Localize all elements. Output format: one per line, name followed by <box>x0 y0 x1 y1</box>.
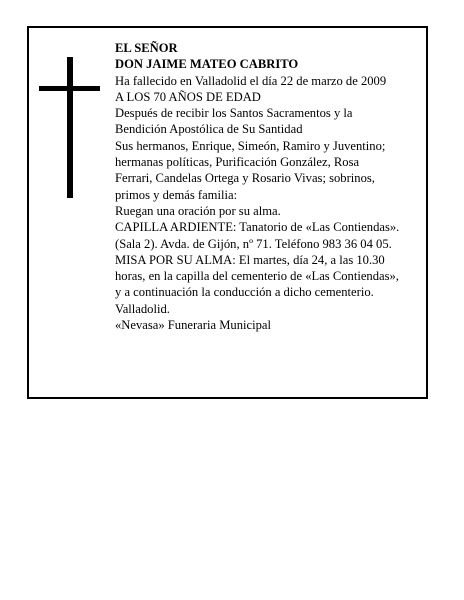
family-line-4: primos y demás familia: <box>115 187 238 202</box>
mass-line-2: horas, en la capilla del cementerio de «Las Contiendas», <box>115 269 399 284</box>
sacraments-line-1: Después de recibir los Santos Sacramentos y la <box>115 106 353 121</box>
family-line-3: Ferrari, Candelas Ortega y Rosario Vivas; sobrinos, <box>115 171 375 186</box>
city-line: Valladolid. <box>115 301 170 316</box>
mass-line-3: y a continuación la conducción a dicho cementerio. <box>115 285 374 300</box>
age-line: A LOS 70 AÑOS DE EDAD <box>115 89 261 104</box>
obituary-text <box>115 40 425 333</box>
mass-line-1: MISA POR SU ALMA: El martes, día 24, a las 10.30 <box>115 252 385 267</box>
cross-horizontal-bar <box>39 86 100 91</box>
family-line-2: hermanas políticas, Purificación González, Rosa <box>115 155 360 170</box>
obituary-notice <box>27 26 428 399</box>
sacraments-line-2: Bendición Apostólica de Su Santidad <box>115 122 303 137</box>
death-statement: Ha fallecido en Valladolid el día 22 de marzo de 2009 <box>115 73 387 88</box>
chapel-line-2: (Sala 2). Avda. de Gijón, nº 71. Teléfono 983 36 04 05. <box>115 236 392 251</box>
deceased-name: DON JAIME MATEO CABRITO <box>115 57 299 72</box>
title-honorific: EL SEÑOR <box>115 41 178 55</box>
funeral-home-line: «Nevasa» Funeraria Municipal <box>115 318 271 333</box>
prayer-request: Ruegan una oración por su alma. <box>115 203 281 218</box>
chapel-line-1: CAPILLA ARDIENTE: Tanatorio de «Las Contiendas». <box>115 220 400 235</box>
family-line-1: Sus hermanos, Enrique, Simeón, Ramiro y Juventino; <box>115 138 386 153</box>
cross-vertical-bar <box>67 57 73 198</box>
